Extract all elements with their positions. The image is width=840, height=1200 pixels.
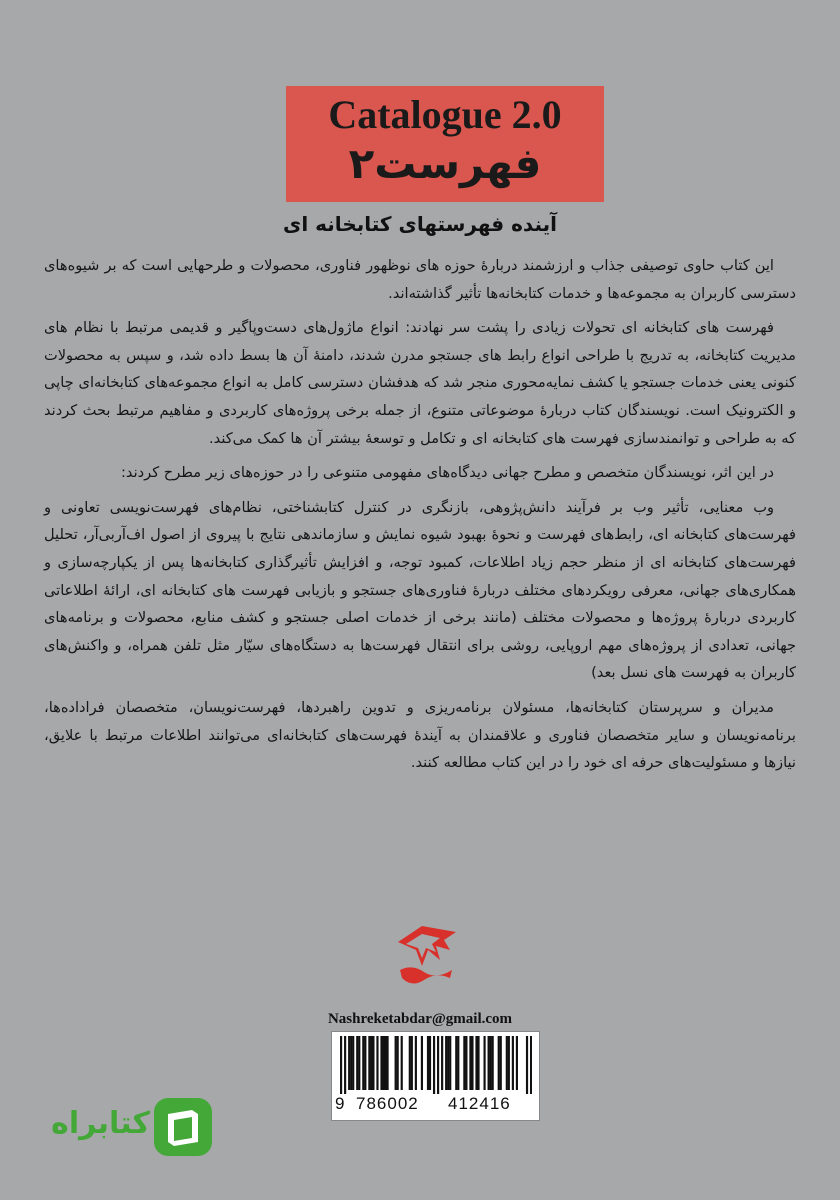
barcode-lead-digit: 9 (335, 1094, 345, 1113)
barcode-bar (429, 1036, 431, 1090)
barcode-bar (492, 1036, 494, 1090)
barcode-bar (376, 1036, 378, 1090)
barcode-bar (516, 1036, 518, 1090)
barcode-bar (358, 1036, 360, 1090)
book-subtitle: آینده فهرستهای کتابخانه ای (283, 212, 557, 236)
barcode-bar (350, 1036, 352, 1090)
paragraph-audience: مدیران و سرپرستان کتابخانه‌ها، مسئولان برنامه‌ریزی و تدوین راهبردها، فهرست‌نویسان، متخصصان فراداده‌ها، برنامه‌نویسان و سایر متخصصان فناوری و علاقمندان به آیندهٔ فهرست‌های کتابخانه‌ای می‌توانند اطلاعات مرتبط با علایق، نیازها و مسئولیت‌های حرفه ای خود را در این کتاب مطالعه کنند. (44, 698, 796, 772)
barcode-bar (500, 1036, 502, 1090)
barcode-bar (483, 1036, 485, 1090)
barcode-bar (356, 1036, 358, 1090)
barcode-group-1: 786002 (356, 1094, 419, 1113)
barcode-bar (477, 1036, 479, 1090)
barcode-bar (488, 1036, 490, 1090)
book-title-persian: فهرست۲ (348, 139, 542, 188)
barcode-bar (384, 1036, 386, 1090)
barcode-bar (512, 1036, 514, 1090)
book-description (44, 252, 796, 784)
barcode-bar (386, 1036, 388, 1090)
barcode-bar (397, 1036, 399, 1090)
barcode-bar (352, 1036, 354, 1090)
barcode-bar (471, 1036, 473, 1090)
barcode-bar (449, 1036, 451, 1090)
barcode-bar (469, 1036, 471, 1090)
paragraph-history: فهرست های کتابخانه ای تحولات زیادی را پشت سر نهادند: انواع ماژول‌های دست‌وپاگیر و قدیمی مرتبط با نظام های مدیریت کتابخانه، به تدریج با طراحی انواع رابط های جستجو مدرن شدند، دامنهٔ آن ها بسط داده شد، و سپس به محصولات کنونی یعنی خدمات جستجو یا کشف نمایه‌محوری منجر شد که هدفشان دسترسی کامل به انواع مجموعه‌های کتابخانه‌ای چاپی و الکترونیک است. نویسندگان کتاب دربارهٔ موضوعاتی متنوع، از جمله برخی پروژه‌های کاربردی و مفاهیم مرتبط بحث کردند که به طراحی و توانمندسازی فهرست های کتابخانه ای و تکامل و توسعهٔ بیشتر آن ها کمک می‌کند. (44, 319, 796, 447)
barcode-bar (490, 1036, 492, 1090)
barcode-bar (340, 1036, 342, 1094)
barcode-bar (344, 1036, 346, 1094)
barcode-group-2: 412416 (448, 1094, 511, 1113)
paragraph-topics: وب معنایی، تأثیر وب بر فرآیند دانش‌پژوهی، بازنگری در کنترل کتابشناختی، نظام‌های فهرست‌نویسی تعاونی و فهرست‌های کتابخانه ای، رابط‌های فهرست و نحوهٔ بهبود شیوه نمایش و سازماندهی نتایج با پیروی از اصول اف‌آر‌بی‌آر، تحلیل فهرست‌های کتابخانه ای از منظر حجم زیاد اطلاعات، کمبود توجه، و افزایش تأثیرگذاری کتابخانه‌ها پس از یکپارچه‌سازی و همکاری‌های جهانی، معرفی رویکردهای مختلف دربارهٔ فناوری‌های جستجو و بازیابی فهرست های کتابخانه ای، ارائهٔ اطلاعاتی کاربردی دربارهٔ پروژه‌ها و محصولات مختلف (مانند برخی از خدمات اصلی جستجو و کشف منابع، محصولات و برنامه‌های جهانی، تعدادی از پروژه‌های مهم اروپایی، روشی برای انتقال فهرست‌ها به دستگاه‌های سیّار مثل تلفن همراه، و واکنش‌های کاربران به فهرست های نسل بعد) (44, 498, 796, 682)
barcode-bar (415, 1036, 417, 1090)
barcode-bar (401, 1036, 403, 1090)
barcode-bar (447, 1036, 449, 1090)
paragraph-intro: این کتاب حاوی توصیفی جذاب و ارزشمند دربارهٔ حوزه های نوظهور فناوری، محصولات و طرحهایی است که بر شیوه‌های دسترسی کاربران به مجموعه‌ها و خدمات کتابخانه‌ها تأثیر گذاشته‌اند. (44, 257, 796, 302)
barcode-bar (465, 1036, 467, 1090)
barcode-bar (372, 1036, 374, 1090)
book-title-english: Catalogue 2.0 (328, 92, 562, 137)
barcode-bar (368, 1036, 370, 1090)
publisher-logo-icon (392, 920, 462, 994)
barcode-bar (364, 1036, 366, 1090)
barcode-bar (526, 1036, 528, 1094)
barcode-bar (508, 1036, 510, 1090)
barcode-bar (421, 1036, 423, 1090)
barcode-bar (457, 1036, 459, 1090)
title-box (286, 86, 604, 202)
barcode-bar (362, 1036, 364, 1090)
barcode-bar (370, 1036, 372, 1090)
barcode-bar (427, 1036, 429, 1090)
barcode-bar (382, 1036, 384, 1090)
barcode-bar (433, 1036, 435, 1094)
publisher-logo (392, 920, 462, 994)
barcode-bar (437, 1036, 439, 1094)
barcode-bar (455, 1036, 457, 1090)
barcode-bar (530, 1036, 532, 1094)
barcode-bar (348, 1036, 350, 1090)
barcode-bar (411, 1036, 413, 1090)
barcode-bar (445, 1036, 447, 1090)
store-badge (40, 1096, 220, 1160)
paragraph-topics-lead: در این اثر، نویسندگان متخصص و مطرح جهانی دیدگاه‌های مفهومی متنوعی را در حوزه‌های زیر مطرح کردند: (121, 464, 774, 482)
barcode-bar (506, 1036, 508, 1090)
barcode-bar (463, 1036, 465, 1090)
publisher-email[interactable]: Nashreketabdar@gmail.com (327, 1011, 513, 1027)
barcode-bars (340, 1036, 532, 1094)
barcode-bar (395, 1036, 397, 1090)
isbn-barcode (331, 1031, 540, 1121)
barcode-bar (441, 1036, 443, 1090)
barcode-bar (498, 1036, 500, 1090)
store-book-icon (152, 1096, 214, 1158)
barcode-bar (475, 1036, 477, 1090)
store-name: کتابراه (51, 1106, 150, 1141)
barcode-bar (380, 1036, 382, 1090)
barcode-bar (409, 1036, 411, 1090)
barcode-digits (332, 1094, 539, 1116)
